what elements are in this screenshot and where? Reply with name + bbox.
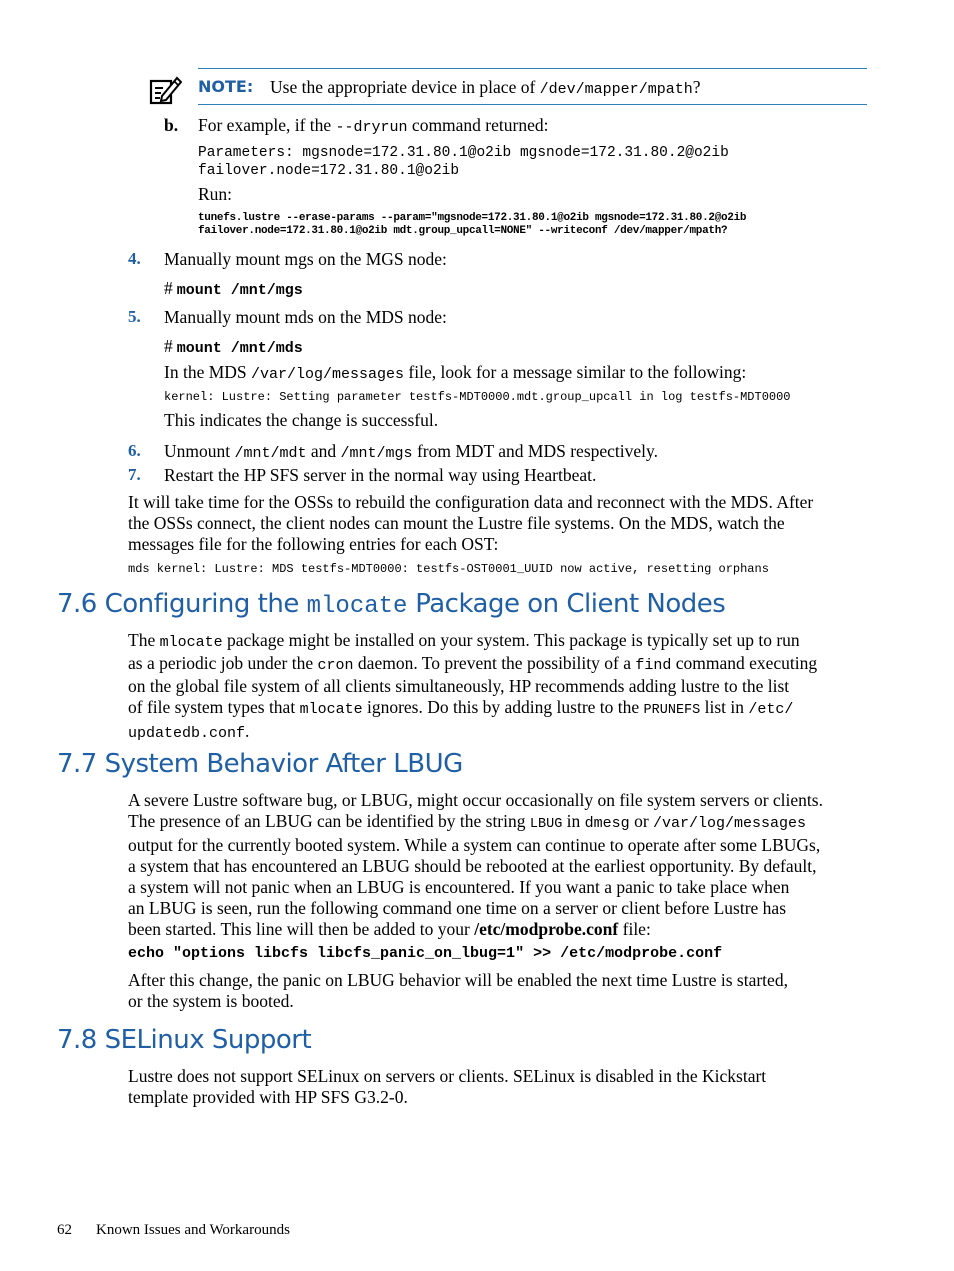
section-7-6-heading	[57, 589, 725, 620]
step-4-prompt: #	[164, 278, 173, 298]
section-7-6-title-end: Package on Client Nodes	[407, 589, 726, 619]
step-5-text: Manually mount mds on the MDS node:	[164, 307, 447, 327]
section-7-7-after	[128, 970, 868, 1012]
sec76-l2b: daemon. To prevent the possibility of a	[353, 653, 636, 673]
sec77-line-3: output for the currently booted system. While a system can continue to operate after some LBUGs,	[128, 835, 821, 855]
sec77-line-7	[128, 919, 868, 940]
sec77-line-9: or the system is booted.	[128, 991, 294, 1011]
sec76-l5d: .	[245, 721, 250, 741]
sec76-l2d: command executing	[671, 653, 818, 673]
page-number: 62	[57, 1222, 72, 1238]
dmesg-code: dmesg	[584, 815, 630, 832]
sec77-line-5: a system will not panic when an LBUG is encountered. If you want a panic to take place when	[128, 877, 790, 897]
section-7-7-heading: 7.7 System Behavior After LBUG	[57, 749, 463, 779]
sec76-l4a: of file system types that	[128, 697, 300, 717]
sec78-line-2: template provided with HP SFS G3.2-0.	[128, 1087, 408, 1107]
after-steps-line-1: It will take time for the OSSs to rebuild the configuration data and reconnect with the MDS. After	[128, 492, 814, 512]
step-4-number: 4.	[128, 249, 141, 268]
step-7-number: 7.	[128, 465, 141, 484]
log-text-prefix: In the MDS	[164, 362, 252, 382]
section-7-8-heading: 7.8 SELinux Support	[57, 1025, 312, 1055]
sec76-l2a: as a periodic job under the	[128, 653, 318, 673]
note-top-rule	[198, 68, 867, 69]
step-5-success: This indicates the change is successful.	[164, 410, 439, 430]
mnt-mgs-path: /mnt/mgs	[340, 445, 413, 462]
cron-code: cron	[317, 657, 354, 674]
step-6-number: 6.	[128, 441, 141, 460]
tunefs-command-line-2: failover.node=172.31.80.1@o2ib mdt.group_upcall=NONE" --writeconf /dev/mapper/mpath?	[198, 225, 728, 237]
prunefs-code: PRUNEFS	[643, 703, 701, 718]
sec76-l4b: ignores. Do this by adding lustre to the	[362, 697, 644, 717]
step-b-text-suffix: command returned:	[407, 115, 549, 135]
sec77-line-6: an LBUG is seen, run the following command one time on a server or client before Lustre has	[128, 898, 787, 918]
updatedb-conf-code: updatedb.conf	[128, 725, 246, 742]
note-text-suffix: ?	[692, 77, 701, 97]
note-label: NOTE:	[198, 77, 254, 96]
find-code: find	[635, 657, 672, 674]
after-steps-line-3: messages file for the following entries for each OST:	[128, 534, 499, 554]
note-icon	[148, 74, 182, 111]
section-7-6-title-code: mlocate	[306, 593, 408, 620]
mnt-mdt-path: /mnt/mdt	[234, 445, 307, 462]
var-log-messages-code: /var/log/messages	[653, 815, 807, 832]
step-5-log-text	[164, 362, 746, 385]
step-4-command	[164, 278, 303, 299]
sec76-line-3: on the global file system of all clients simultaneously, HP recommends adding lustre to the list	[128, 676, 790, 696]
kernel-log-line: kernel: Lustre: Setting parameter testfs-MDT0000.mdt.group_upcall in log testfs-MDT0000	[164, 390, 791, 404]
note-text	[270, 77, 700, 100]
lbug-code: LBUG	[529, 817, 563, 832]
step-b-text	[198, 115, 548, 138]
mount-mgs-command: mount /mnt/mgs	[176, 282, 303, 299]
messages-path: /var/log/messages	[251, 366, 405, 383]
mlocate-code-1: mlocate	[159, 634, 223, 651]
mount-mds-command: mount /mnt/mds	[176, 340, 303, 357]
step-5-number: 5.	[128, 307, 141, 326]
run-label: Run:	[198, 184, 233, 204]
note-device-path: /dev/mapper/mpath	[539, 81, 693, 98]
section-7-7-body	[128, 790, 868, 940]
sec76-line-4	[128, 697, 868, 721]
sec76-l4d: list in	[700, 697, 749, 717]
tunefs-command-line-1: tunefs.lustre --erase-params --param="mgsnode=172.31.80.1@o2ib mgsnode=172.31.80.2@o2ib	[198, 212, 747, 224]
sec78-line-1: Lustre does not support SELinux on servers or clients. SELinux is disabled in the Kickstart	[128, 1066, 767, 1086]
step-b-marker: b.	[164, 115, 179, 135]
step-5-prompt: #	[164, 336, 173, 356]
section-7-6-body	[128, 630, 868, 744]
sec77-line-8: After this change, the panic on LBUG behavior will be enabled the next time Lustre is started,	[128, 970, 788, 990]
step-7-text: Restart the HP SFS server in the normal way using Heartbeat.	[164, 465, 597, 485]
step-6-part-b: and	[306, 441, 341, 461]
section-7-6-title-start: 7.6 Configuring the	[57, 589, 307, 619]
sec76-line-1	[128, 630, 868, 653]
step-6-part-a: Unmount	[164, 441, 235, 461]
etc-path-code: /etc/	[748, 701, 794, 718]
dryrun-option: --dryrun	[335, 119, 408, 136]
step-6-part-d: from MDT and MDS respectively.	[412, 441, 659, 461]
sec77-l2a: The presence of an LBUG can be identified by the string	[128, 811, 530, 831]
panic-on-lbug-command: echo "options libcfs libcfs_panic_on_lbug=1" >> /etc/modprobe.conf	[128, 945, 723, 962]
log-text-suffix: file, look for a message similar to the following:	[404, 362, 747, 382]
parameters-line-2: failover.node=172.31.80.1@o2ib	[198, 163, 460, 179]
footer-title: Known Issues and Workarounds	[96, 1222, 290, 1238]
sec76-line-5	[128, 721, 868, 744]
step-5-command	[164, 336, 303, 357]
sec77-line-1: A severe Lustre software bug, or LBUG, might occur occasionally on file system servers or clients.	[128, 790, 823, 810]
sec77-l2b: in	[562, 811, 585, 831]
note-bottom-rule	[198, 104, 867, 105]
sec76-l1b: package might be installed on your system. This package is typically set up to run	[222, 630, 800, 650]
section-7-8-body	[128, 1066, 868, 1108]
sec76-line-2	[128, 653, 868, 676]
modprobe-conf-path: /etc/modprobe.conf	[474, 919, 619, 939]
sec77-l2d: or	[629, 811, 654, 831]
step-6-text	[164, 441, 658, 464]
sec77-line-2	[128, 811, 868, 835]
note-text-prefix: Use the appropriate device in place of	[270, 77, 540, 97]
mds-log-line: mds kernel: Lustre: MDS testfs-MDT0000: testfs-OST0001_UUID now active, resetting orphans	[128, 562, 769, 576]
sec76-l1a: The	[128, 630, 160, 650]
sec77-l7c: file:	[618, 919, 651, 939]
sec77-l7a: been started. This line will then be added to your	[128, 919, 475, 939]
after-steps-paragraph	[128, 492, 868, 555]
parameters-line-1: Parameters: mgsnode=172.31.80.1@o2ib mgsnode=172.31.80.2@o2ib	[198, 145, 729, 161]
sec77-line-4: a system that has encountered an LBUG should be rebooted at the earliest opportunity. By default,	[128, 856, 817, 876]
step-4-text: Manually mount mgs on the MGS node:	[164, 249, 447, 269]
step-b-text-prefix: For example, if the	[198, 115, 336, 135]
after-steps-line-2: the OSSs connect, the client nodes can mount the Lustre file systems. On the MDS, watch the	[128, 513, 785, 533]
mlocate-code-2: mlocate	[299, 701, 363, 718]
